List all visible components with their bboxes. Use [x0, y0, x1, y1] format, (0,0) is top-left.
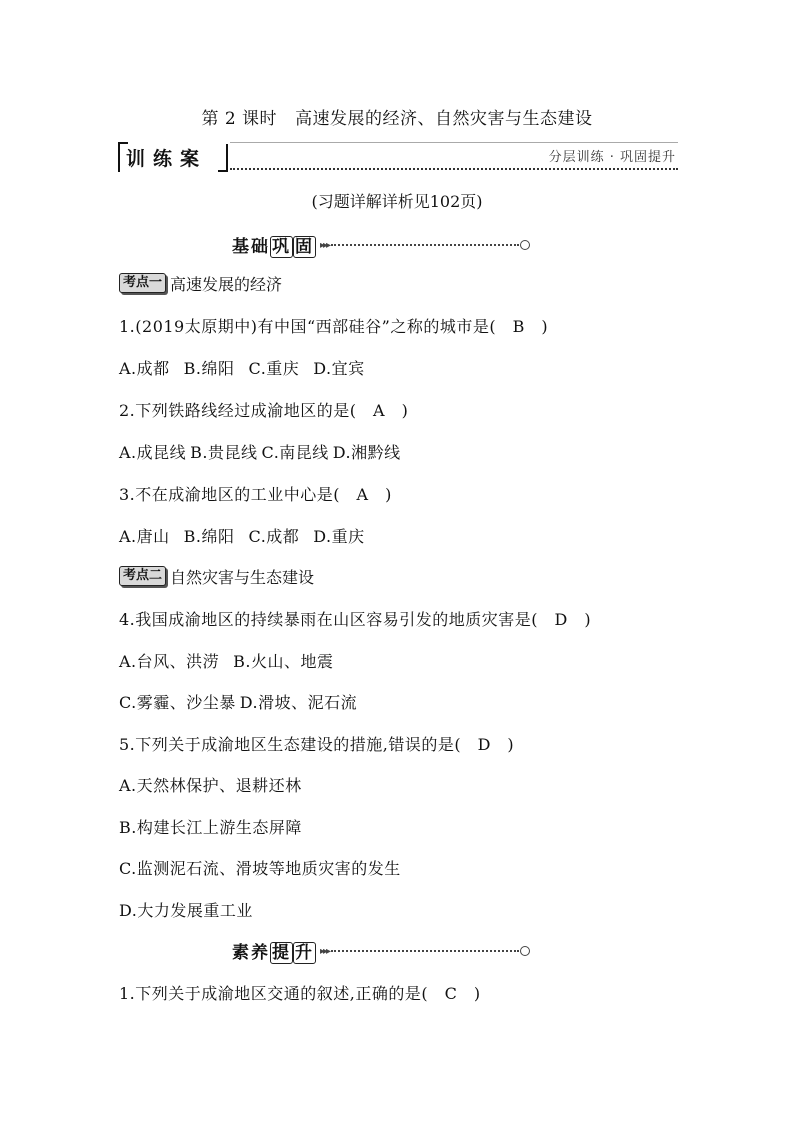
q2-option-b: B.贵昆线	[190, 443, 258, 462]
q1-option-c: C.重庆	[248, 359, 300, 378]
question-5: 5.下列关于成渝地区生态建设的措施,错误的是( D )	[119, 735, 515, 754]
banner-tagline: 分层训练 · 巩固提升	[548, 150, 676, 165]
section-dotted-rule	[331, 244, 519, 246]
question-2: 2.下列铁路线经过成渝地区的是( A )	[119, 401, 409, 420]
q3-option-c: C.成都	[248, 527, 300, 546]
q5-option-a: A.天然林保护、退耕还林	[119, 776, 302, 795]
q1-option-d: D.宜宾	[313, 359, 365, 378]
question-1: 1.(2019太原期中)有中国“西部硅谷”之称的城市是( B )	[119, 317, 549, 336]
kaodian-2	[119, 565, 314, 587]
answer-note: (习题详解详析见102页)	[311, 192, 483, 211]
training-banner	[118, 142, 678, 174]
q4-option-a: A.台风、洪涝	[119, 652, 220, 671]
q5-option-d: D.大力发展重工业	[119, 901, 253, 920]
q5-option-b: B.构建长江上游生态屏障	[119, 818, 302, 837]
question-1-options	[119, 356, 379, 379]
section-basic-label: 基础 巩 固	[232, 237, 314, 257]
kaodian-2-badge: 考点二	[119, 566, 166, 586]
banner-label: 训练案	[126, 148, 208, 170]
q1-option-b: B.绵阳	[183, 359, 235, 378]
advanced-question-1: 1.下列关于成渝地区交通的叙述,正确的是( C )	[119, 984, 481, 1003]
q4-option-c: C.雾霾、沙尘暴	[119, 693, 236, 712]
section-basic-heading	[232, 233, 530, 257]
kaodian-2-text: 自然灾害与生态建设	[170, 567, 315, 587]
q5-option-c: C.监测泥石流、滑坡等地质灾害的发生	[119, 859, 401, 878]
section-advanced-label: 素养 提 升	[232, 943, 314, 963]
chevrons-icon: ▸▸▸	[320, 239, 330, 251]
q4-option-b: B.火山、地震	[233, 652, 334, 671]
q4-option-d: D.滑坡、泥石流	[239, 693, 358, 712]
section-dotted-rule	[331, 950, 519, 952]
circle-end-icon	[520, 946, 530, 956]
q2-option-c: C.南昆线	[261, 443, 329, 462]
chevrons-icon: ▸▸▸	[320, 945, 330, 957]
question-4: 4.我国成渝地区的持续暴雨在山区容易引发的地质灾害是( D )	[119, 610, 592, 629]
kaodian-1	[119, 272, 282, 294]
question-4-options-row2	[119, 690, 371, 713]
lesson-title	[0, 104, 794, 129]
section-advanced-heading	[232, 939, 530, 963]
lesson-topic: 高速发展的经济、自然灾害与生态建设	[295, 109, 593, 129]
question-4-options-row1	[119, 649, 348, 672]
q3-option-d: D.重庆	[313, 527, 365, 546]
question-3-options	[119, 524, 379, 547]
question-3: 3.不在成渝地区的工业中心是( A )	[119, 485, 392, 504]
banner-dotted-rule	[230, 168, 678, 170]
q3-option-a: A.唐山	[119, 527, 170, 546]
question-2-options	[119, 440, 405, 463]
lesson-number: 第 2 课时	[201, 109, 278, 129]
banner-top-rule	[230, 142, 678, 143]
kaodian-1-badge: 考点一	[119, 273, 166, 293]
q2-option-d: D.湘黔线	[332, 443, 401, 462]
q2-option-a: A.成昆线	[119, 443, 187, 462]
banner-bracket-right	[218, 144, 228, 172]
q1-option-a: A.成都	[119, 359, 170, 378]
circle-end-icon	[520, 240, 530, 250]
kaodian-1-text: 高速发展的经济	[170, 274, 283, 294]
q3-option-b: B.绵阳	[183, 527, 235, 546]
